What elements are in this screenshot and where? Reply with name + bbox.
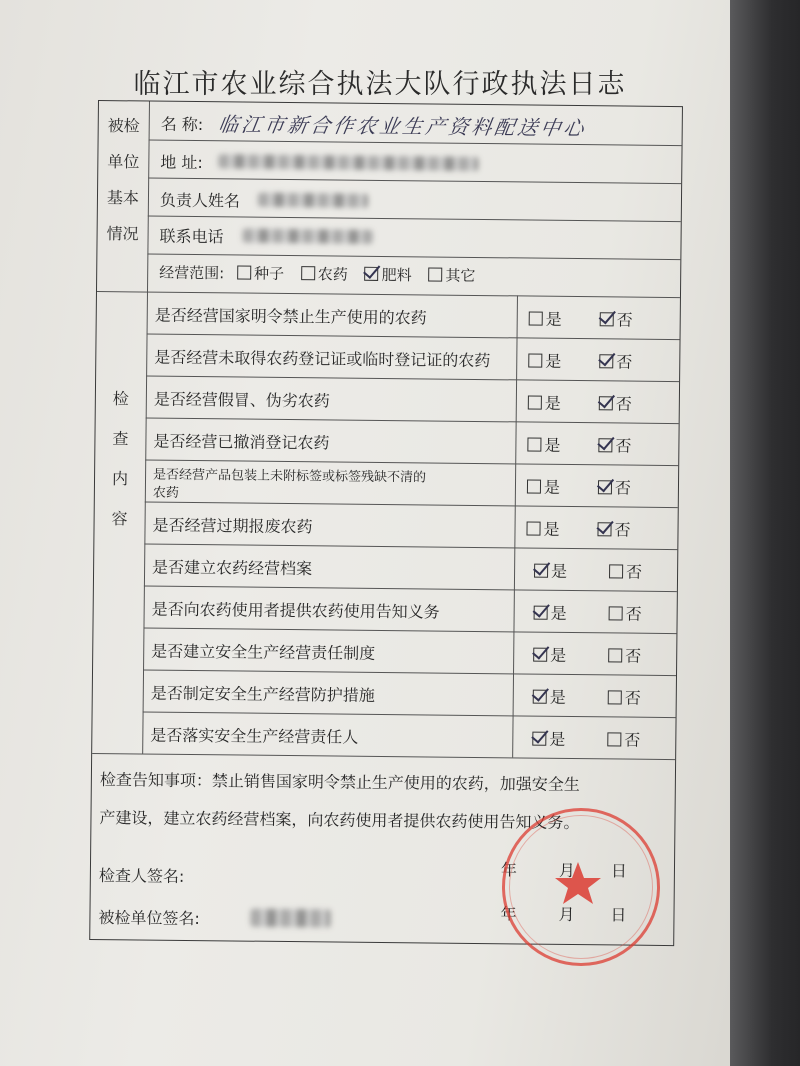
- option-yes[interactable]: [533, 643, 566, 666]
- option-no[interactable]: [598, 433, 631, 456]
- seal-star-icon: [502, 808, 654, 960]
- option-label: 是: [544, 435, 561, 455]
- question-text: 是否制定安全生产经营防护措施: [150, 683, 375, 705]
- checkbox[interactable]: [608, 648, 622, 662]
- option-label: 否: [615, 436, 632, 456]
- option-label: 否: [625, 646, 642, 666]
- side-label-1: 被检: [107, 116, 140, 136]
- question-text: 是否建立安全生产经营责任制度: [151, 641, 376, 663]
- checkbox[interactable]: [529, 312, 543, 326]
- date-day: 日: [610, 861, 628, 881]
- check-label-3: 内: [111, 469, 129, 489]
- option-label: 是: [550, 603, 567, 623]
- question-text: 是否经营产品包装上未附标签或标签残缺不清的: [152, 467, 427, 486]
- option-label: 否: [625, 562, 643, 582]
- redacted-address: [218, 154, 478, 171]
- redacted-phone: [243, 229, 373, 244]
- question-text: 是否落实安全生产经营责任人: [150, 725, 359, 747]
- option-label: 是: [544, 393, 561, 413]
- option-label: 否: [624, 688, 641, 708]
- notice-line-2: 产建设，建立农药经营档案，向农药使用者提供农药使用告知义务。: [99, 808, 580, 833]
- checkbox[interactable]: [599, 396, 613, 410]
- date-year-2: 年: [500, 904, 517, 924]
- option-no[interactable]: [599, 349, 632, 372]
- checkbox[interactable]: [532, 732, 546, 746]
- date-month-2: 月: [558, 904, 575, 925]
- checkbox[interactable]: [528, 396, 542, 410]
- redacted-name: [258, 193, 368, 208]
- option-label: 否: [614, 478, 632, 498]
- scope-option-other[interactable]: 其它: [428, 266, 475, 284]
- redacted-signature: [250, 909, 330, 928]
- option-yes[interactable]: [534, 601, 567, 624]
- option-label: 否: [614, 520, 631, 540]
- inspector-sign-label: 检查人签名:: [98, 866, 185, 886]
- question-text: 是否经营假冒、伪劣农药: [153, 389, 330, 411]
- option-yes[interactable]: [526, 517, 559, 540]
- checkbox[interactable]: [534, 606, 548, 620]
- side-label-2: 单位: [107, 152, 140, 172]
- scope-option-seed[interactable]: 种子: [237, 264, 284, 282]
- checkbox[interactable]: [609, 564, 623, 578]
- name-value: 临江市新合作农业生产资料配送中心: [216, 112, 589, 141]
- name-label: 名 称:: [160, 114, 204, 135]
- question-text: 是否向农药使用者提供农药使用告知义务: [151, 599, 440, 622]
- option-no[interactable]: [597, 517, 630, 540]
- checkbox[interactable]: [609, 606, 623, 620]
- row-line: [145, 502, 678, 509]
- checkbox[interactable]: [528, 354, 542, 368]
- option-yes[interactable]: [533, 685, 566, 708]
- option-no[interactable]: [607, 727, 640, 750]
- option-yes[interactable]: [534, 559, 567, 582]
- row-line: [144, 544, 677, 551]
- checkbox[interactable]: [526, 522, 540, 536]
- row-line: [148, 178, 681, 185]
- checkbox[interactable]: [527, 438, 541, 452]
- option-yes[interactable]: [528, 391, 561, 414]
- check-label-4: 容: [111, 509, 128, 529]
- option-label: 否: [625, 604, 642, 624]
- row-line: [143, 712, 676, 719]
- option-label: 否: [624, 730, 641, 750]
- option-label: 是: [549, 729, 566, 749]
- option-no[interactable]: [598, 475, 631, 498]
- divider: [512, 295, 518, 757]
- row-line: [143, 670, 676, 677]
- address-label: 地 址:: [160, 152, 203, 173]
- scope-label: 经营范围:: [159, 263, 225, 283]
- checkbox[interactable]: [533, 690, 547, 704]
- checkbox[interactable]: [600, 312, 614, 326]
- row-line: [143, 628, 676, 635]
- unit-sign-label: 被检单位签名:: [98, 908, 200, 929]
- question-text-line2: 农药: [152, 485, 179, 501]
- question-text: 是否经营未取得农药登记证或临时登记证的农药: [154, 347, 491, 371]
- row-line: [148, 216, 681, 223]
- question-text: 是否建立农药经营档案: [152, 557, 313, 579]
- checkbox[interactable]: [608, 690, 622, 704]
- option-no[interactable]: [608, 685, 641, 708]
- option-label: 否: [615, 394, 632, 414]
- document-title: 临江市农业综合执法大队行政执法日志: [133, 69, 627, 100]
- background-shadow: [730, 0, 800, 1066]
- option-no[interactable]: [600, 307, 633, 330]
- checkbox[interactable]: [534, 564, 548, 578]
- checkbox[interactable]: [365, 267, 379, 281]
- row-line: [146, 376, 679, 383]
- question-text: 是否经营国家明令禁止生产使用的农药: [154, 305, 427, 328]
- row-line: [147, 254, 680, 261]
- checkbox[interactable]: [533, 648, 547, 662]
- checkbox[interactable]: [237, 265, 251, 279]
- checkbox[interactable]: [598, 438, 612, 452]
- section-line: [97, 291, 680, 298]
- date-month: 月: [558, 860, 576, 881]
- section-line: [92, 753, 675, 760]
- question-text: 是否经营已撤消登记农药: [153, 431, 330, 453]
- option-yes[interactable]: [529, 307, 562, 330]
- option-no[interactable]: [609, 559, 642, 582]
- option-no[interactable]: [608, 643, 641, 666]
- option-no[interactable]: [599, 391, 632, 414]
- check-label-1: 检: [112, 389, 129, 409]
- row-line: [147, 334, 680, 341]
- notice-line-1: 检查告知事项：禁止销售国家明令禁止生产使用的农药，加强安全生: [99, 770, 580, 795]
- checkbox[interactable]: [428, 267, 442, 281]
- date-day-2: 日: [610, 905, 627, 925]
- scope-option-fertilizer[interactable]: 肥料: [365, 266, 412, 284]
- responsible-label: 负责人姓名: [159, 190, 241, 211]
- side-label-4: 情况: [106, 224, 139, 244]
- question-text: 是否经营过期报废农药: [152, 515, 313, 537]
- scope-option-pesticide[interactable]: 农药: [301, 265, 348, 283]
- option-label: 是: [549, 687, 566, 707]
- checkbox[interactable]: [607, 732, 621, 746]
- option-no[interactable]: [609, 601, 642, 624]
- option-label: 否: [616, 352, 633, 372]
- option-label: 是: [545, 309, 562, 329]
- option-yes[interactable]: [532, 727, 565, 750]
- side-label-3: 基本: [106, 188, 140, 208]
- checkbox[interactable]: [598, 480, 612, 494]
- option-label: 是: [550, 561, 568, 581]
- option-label: 否: [616, 310, 633, 330]
- option-label: 是: [545, 351, 562, 371]
- option-label: 是: [543, 519, 560, 539]
- option-yes[interactable]: [528, 349, 561, 372]
- checkbox[interactable]: [599, 354, 613, 368]
- row-line: [149, 140, 682, 147]
- option-yes[interactable]: [527, 475, 560, 498]
- option-label: 是: [550, 645, 567, 665]
- checkbox[interactable]: [301, 266, 315, 280]
- check-label-2: 查: [112, 429, 129, 449]
- checkbox[interactable]: [527, 480, 541, 494]
- checkbox[interactable]: [597, 522, 611, 536]
- scope-row: [159, 262, 475, 286]
- option-label: 是: [543, 477, 561, 497]
- row-line: [146, 418, 679, 425]
- option-yes[interactable]: [527, 433, 560, 456]
- row-line: [144, 586, 677, 593]
- official-seal: [502, 808, 660, 966]
- phone-label: 联系电话: [159, 226, 224, 247]
- date-year: 年: [500, 860, 518, 880]
